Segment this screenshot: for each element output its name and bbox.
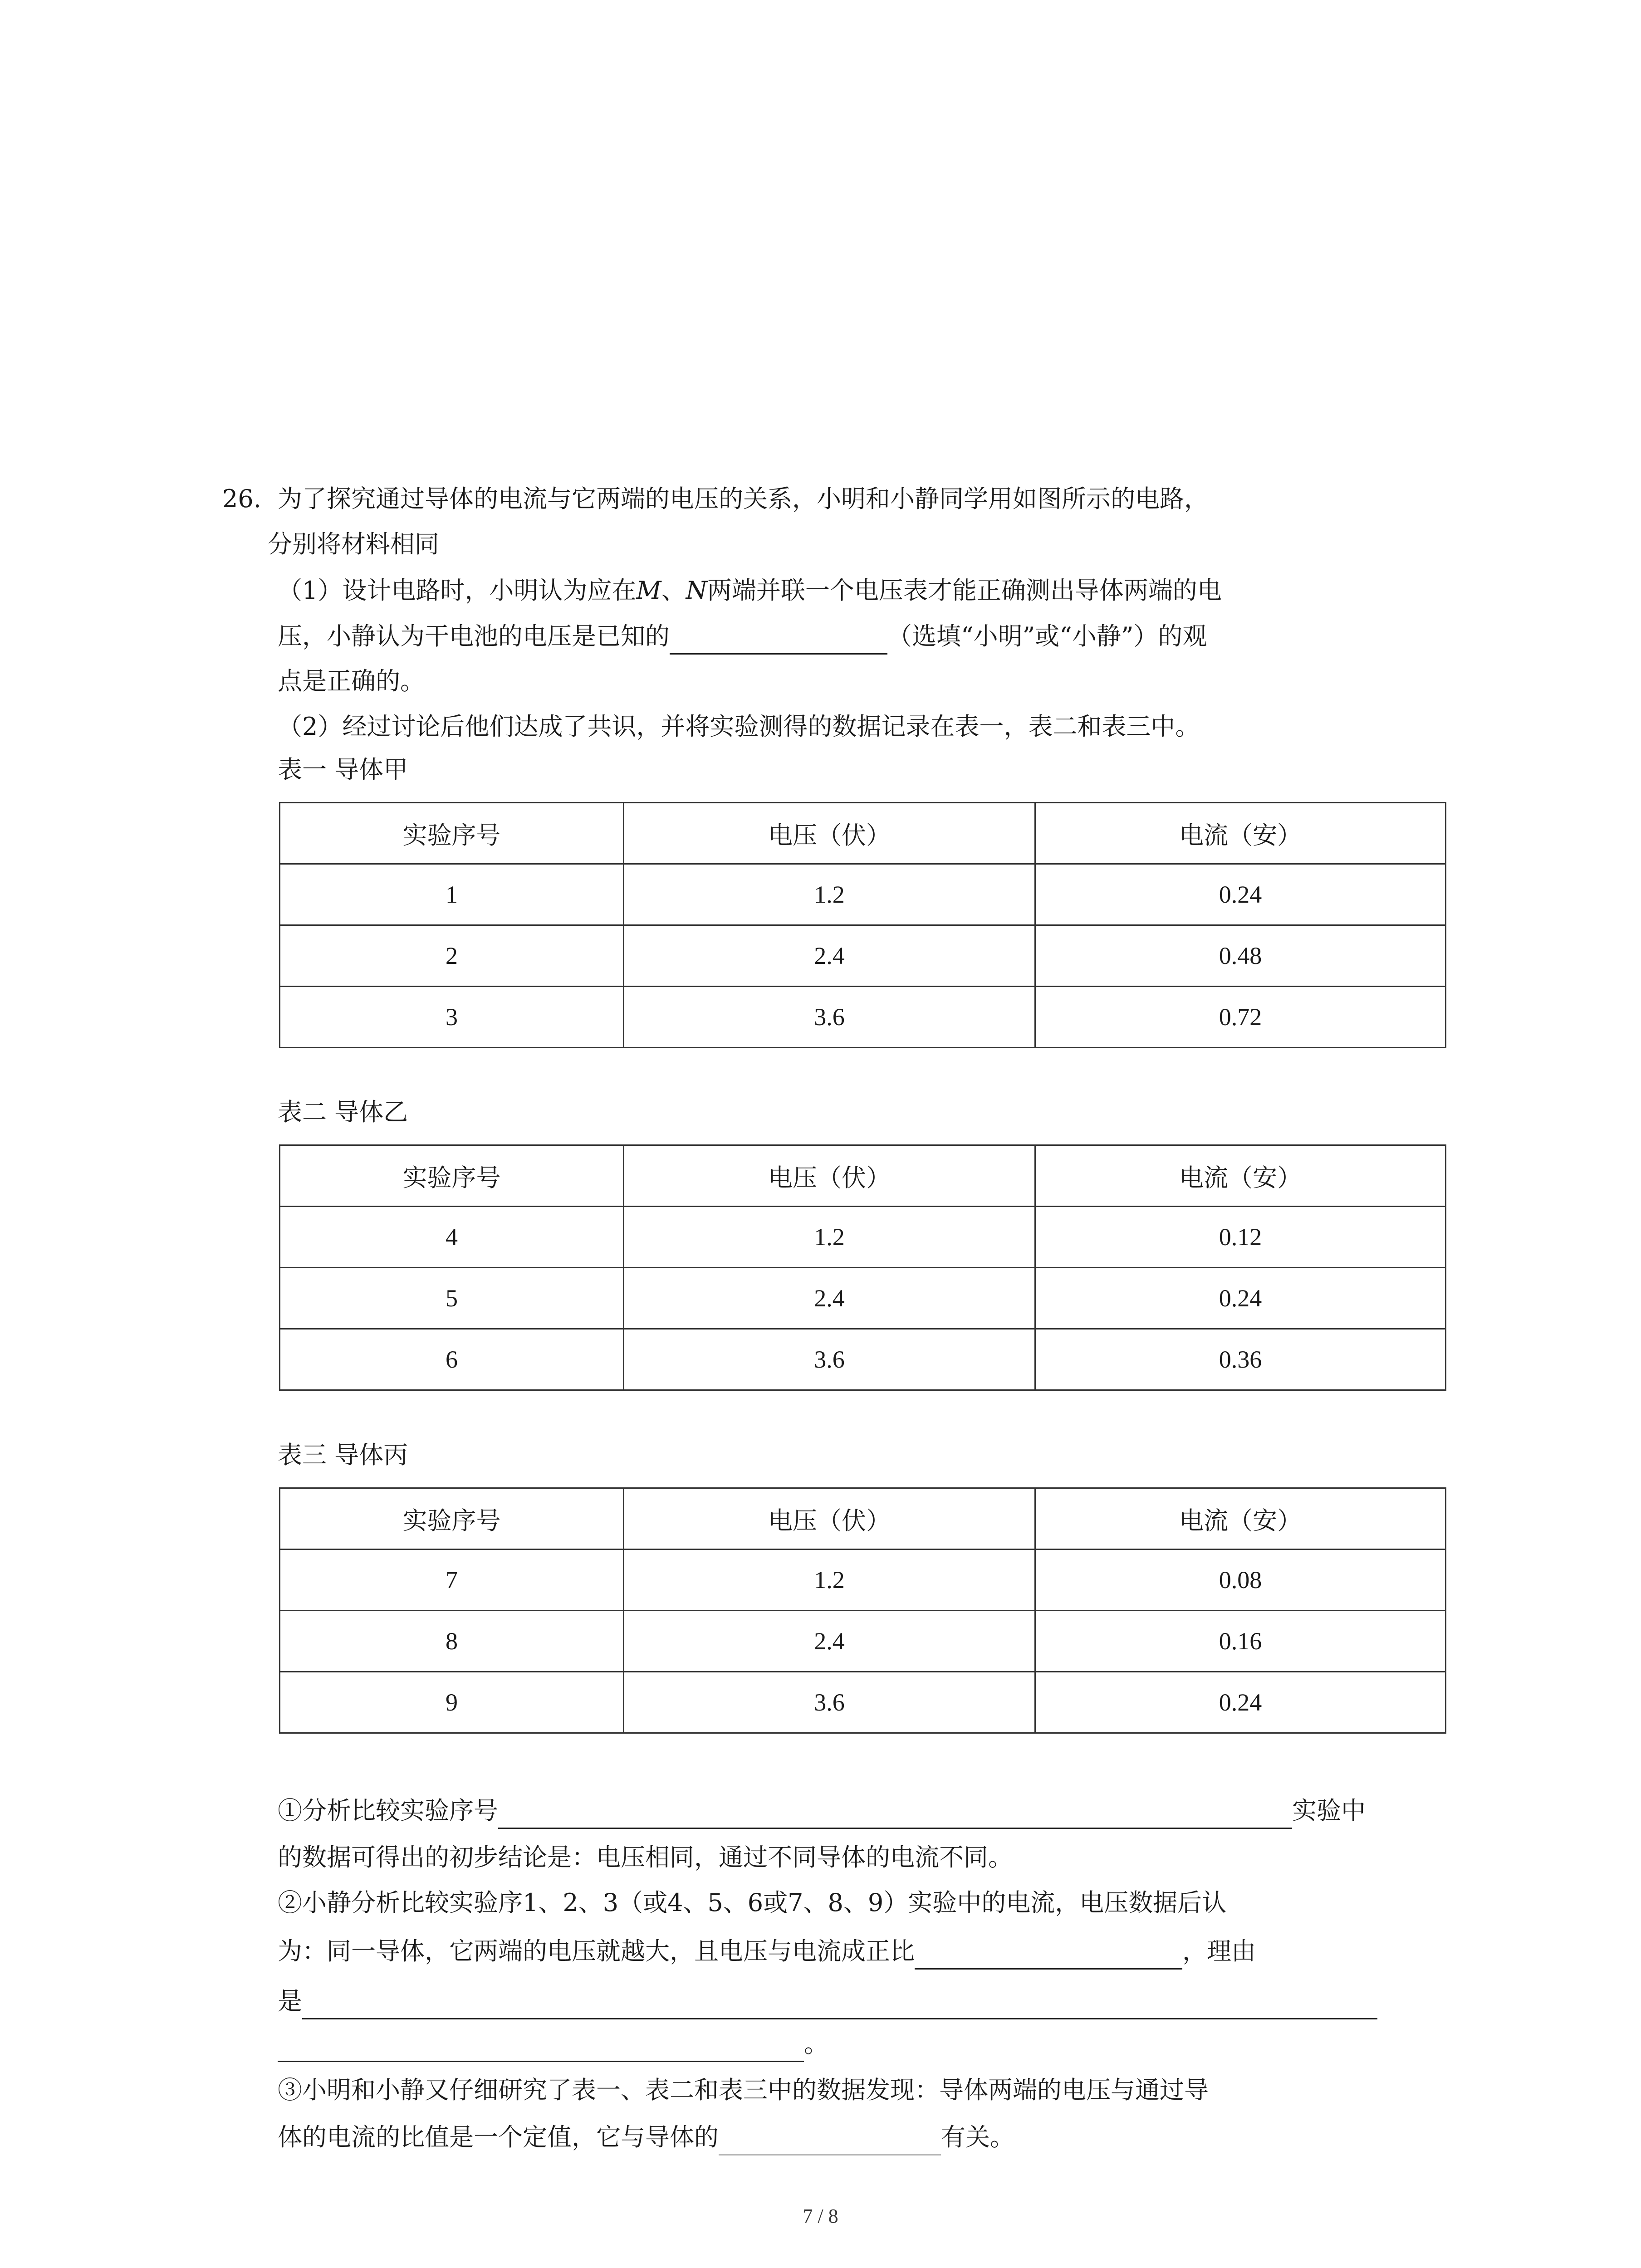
part1-line3: 点是正确的。	[278, 667, 425, 695]
table-row	[280, 1268, 1446, 1329]
part1-text-c: 压，小静认为干电池的电压是已知的	[278, 622, 670, 650]
cell-trial: 1	[280, 864, 624, 925]
subq2-line4	[278, 2026, 828, 2062]
subq1-text-b: 实验中	[1292, 1796, 1366, 1825]
point-m-label: M	[636, 576, 661, 605]
header-current: 电流（安）	[1035, 803, 1446, 864]
table-conductor-c	[279, 1487, 1446, 1734]
cell-current: 0.24	[1035, 864, 1446, 925]
table-row	[280, 1207, 1446, 1268]
cell-trial: 2	[280, 925, 624, 987]
table-row	[280, 1329, 1446, 1390]
question-stem-line2: 分别将材料相同	[268, 530, 439, 558]
cell-trial: 7	[280, 1549, 624, 1611]
subq2-line2	[278, 1933, 1256, 1970]
header-current: 电流（安）	[1035, 1145, 1446, 1207]
subq2-text-d: 是	[278, 1987, 302, 2015]
subq1-text-a: ①分析比较实验序号	[278, 1796, 498, 1825]
table2-caption: 表二 导体乙	[278, 1098, 408, 1126]
cell-voltage: 3.6	[624, 1672, 1035, 1733]
cell-trial: 3	[280, 987, 624, 1048]
table-row	[280, 925, 1446, 987]
part2-text: （2）经过讨论后他们达成了共识，并将实验测得的数据记录在表一，表二和表三中。	[278, 712, 1200, 741]
answer-blank-1[interactable]	[670, 626, 887, 655]
subq2-text-c: ，理由	[1182, 1937, 1256, 1965]
table-row	[280, 864, 1446, 925]
cell-voltage: 2.4	[624, 1611, 1035, 1672]
answer-blank-3[interactable]	[915, 1941, 1182, 1970]
header-voltage: 电压（伏）	[624, 1145, 1035, 1207]
table-row	[280, 1672, 1446, 1733]
question-number: 26.	[222, 484, 261, 513]
subq1-line2: 的数据可得出的初步结论是：电压相同，通过不同导体的电流不同。	[278, 1843, 1013, 1872]
subq3-text-b: 体的电流的比值是一个定值，它与导体的	[278, 2123, 719, 2151]
table-row	[280, 1549, 1446, 1611]
cell-current: 0.48	[1035, 925, 1446, 987]
table-row	[280, 987, 1446, 1048]
cell-voltage: 1.2	[624, 1549, 1035, 1611]
subq3-text-c: 有关。	[941, 2123, 1014, 2151]
table-header-row	[280, 803, 1446, 864]
table-header-row	[280, 1488, 1446, 1549]
cell-voltage: 1.2	[624, 1207, 1035, 1268]
part1-text-a: （1）设计电路时，小明认为应在	[278, 576, 637, 605]
part1-line1	[278, 572, 1222, 609]
table-row	[280, 1611, 1446, 1672]
part1-line2	[278, 618, 1207, 655]
table-conductor-a	[279, 802, 1446, 1048]
header-trial-number: 实验序号	[280, 1488, 624, 1549]
answer-blank-5[interactable]	[278, 2033, 804, 2062]
answer-blank-2[interactable]	[498, 1800, 1292, 1829]
cell-voltage: 2.4	[624, 1268, 1035, 1329]
cell-current: 0.12	[1035, 1207, 1446, 1268]
cell-current: 0.24	[1035, 1268, 1446, 1329]
question-stem-line1: 为了探究通过导体的电流与它两端的电压的关系，小明和小静同学用如图所示的电路，	[278, 484, 1209, 513]
cell-current: 0.36	[1035, 1329, 1446, 1390]
cell-trial: 4	[280, 1207, 624, 1268]
subq3-line2	[278, 2119, 1014, 2156]
part1-text-b: 两端并联一个电压表才能正确测出导体两端的电	[707, 576, 1222, 605]
part1-text-d: （选填“小明”或“小静”）的观	[887, 622, 1207, 650]
cell-trial: 5	[280, 1268, 624, 1329]
table-conductor-b	[279, 1144, 1446, 1391]
table3-caption: 表三 导体丙	[278, 1441, 408, 1469]
subq3-line1: ③小明和小静又仔细研究了表一、表二和表三中的数据发现：导体两端的电压与通过导	[278, 2076, 1209, 2104]
header-current: 电流（安）	[1035, 1488, 1446, 1549]
subq1-line1	[278, 1793, 1366, 1829]
cell-voltage: 2.4	[624, 925, 1035, 987]
cell-trial: 6	[280, 1329, 624, 1390]
point-n-label: N	[686, 576, 707, 605]
cell-current: 0.08	[1035, 1549, 1446, 1611]
cell-current: 0.16	[1035, 1611, 1446, 1672]
subq2-text-e: 。	[804, 2029, 828, 2058]
part1-separator: 、	[661, 576, 686, 605]
header-voltage: 电压（伏）	[624, 1488, 1035, 1549]
cell-current: 0.24	[1035, 1672, 1446, 1733]
header-voltage: 电压（伏）	[624, 803, 1035, 864]
cell-trial: 8	[280, 1611, 624, 1672]
answer-blank-4[interactable]	[302, 1991, 1377, 2019]
subq2-line3	[278, 1983, 1377, 2019]
cell-voltage: 3.6	[624, 1329, 1035, 1390]
header-trial-number: 实验序号	[280, 1145, 624, 1207]
subq2-text-b: 为：同一导体，它两端的电压就越大，且电压与电流成正比	[278, 1937, 915, 1965]
cell-voltage: 3.6	[624, 987, 1035, 1048]
subq2-line1: ②小静分析比较实验序1、2、3（或4、5、6或7、8、9）实验中的电流，电压数据后认	[278, 1888, 1227, 1917]
table-header-row	[280, 1145, 1446, 1207]
page-number: 7 / 8	[803, 2205, 838, 2227]
answer-blank-6[interactable]	[719, 2127, 941, 2156]
cell-trial: 9	[280, 1672, 624, 1733]
header-trial-number: 实验序号	[280, 803, 624, 864]
cell-voltage: 1.2	[624, 864, 1035, 925]
cell-current: 0.72	[1035, 987, 1446, 1048]
table1-caption: 表一 导体甲	[278, 755, 408, 784]
